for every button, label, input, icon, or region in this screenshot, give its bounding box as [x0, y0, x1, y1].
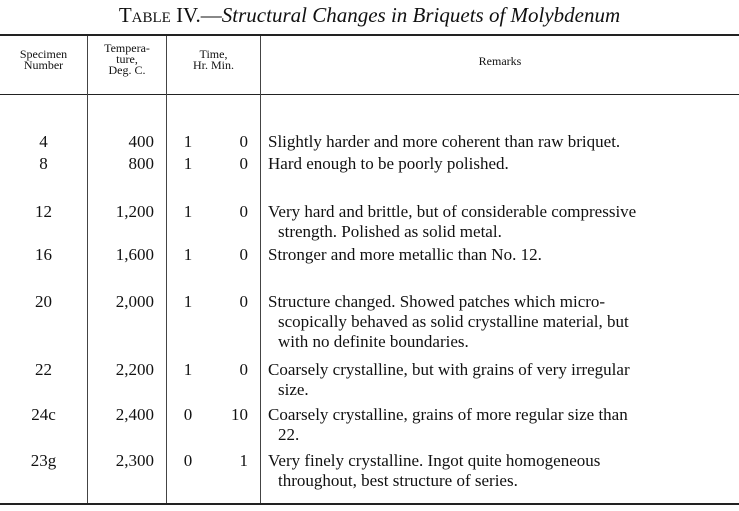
- cell-hours: 1: [183, 245, 193, 264]
- cell-remarks: Stronger and more metallic than No. 12.: [268, 245, 542, 264]
- header-temperature: Tempera- ture, Deg. C.: [104, 41, 150, 77]
- cell-temperature: 1,200: [115, 202, 154, 221]
- cell-specimen: 20: [35, 292, 52, 311]
- cell-hours: 1: [183, 154, 193, 173]
- cell-hours: 1: [183, 292, 193, 311]
- table-title: [0, 3, 739, 28]
- header-remarks: Remarks: [478, 54, 522, 68]
- cell-remarks: Coarsely crystalline, but with grains of very irregular size.: [268, 360, 630, 399]
- cell-remarks: Very finely crystalline. Ingot quite homogeneous throughout, best structure of series.: [268, 451, 601, 490]
- cell-minutes: 0: [239, 154, 248, 173]
- column-divider: [166, 36, 167, 503]
- cell-specimen: 22: [35, 360, 52, 379]
- cell-minutes: 1: [239, 451, 248, 470]
- cell-remarks: Very hard and brittle, but of considerable compressive strength. Polished as solid metal.: [268, 202, 637, 241]
- cell-temperature: 2,200: [115, 360, 154, 379]
- cell-temperature: 1,600: [115, 245, 154, 264]
- cell-remarks: Coarsely crystalline, grains of more regular size than 22.: [268, 405, 628, 444]
- top-rule: [0, 34, 739, 36]
- cell-minutes: 0: [239, 292, 248, 311]
- cell-specimen: 23g: [30, 451, 57, 470]
- cell-temperature: 400: [128, 132, 154, 151]
- cell-minutes: 0: [239, 132, 248, 151]
- cell-specimen: 4: [39, 132, 48, 151]
- column-divider: [260, 36, 261, 503]
- cell-minutes: 10: [231, 405, 248, 424]
- cell-remarks: Slightly harder and more coherent than raw briquet.: [268, 132, 621, 151]
- cell-remarks: Structure changed. Showed patches which micro- scopically behaved as solid crystalline material, but with no definite boundaries.: [268, 292, 629, 351]
- cell-hours: 0: [183, 405, 193, 424]
- table-title-prefix: Table IV.—: [118, 3, 222, 27]
- cell-specimen: 16: [35, 245, 52, 264]
- table-title-text: Structural Changes in Briquets of Molybdenum: [221, 3, 621, 27]
- column-divider: [87, 36, 88, 503]
- cell-temperature: 2,300: [115, 451, 154, 470]
- cell-minutes: 0: [239, 360, 248, 379]
- cell-hours: 1: [183, 202, 193, 221]
- cell-remarks: Hard enough to be poorly polished.: [268, 154, 509, 173]
- cell-hours: 1: [183, 132, 193, 151]
- cell-specimen: 8: [39, 154, 48, 173]
- header-rule: [0, 94, 739, 95]
- cell-minutes: 0: [239, 245, 248, 264]
- cell-hours: 0: [183, 451, 193, 470]
- bottom-rule: [0, 503, 739, 505]
- cell-specimen: 24c: [31, 405, 56, 424]
- cell-specimen: 12: [35, 202, 52, 221]
- cell-temperature: 800: [128, 154, 154, 173]
- cell-temperature: 2,400: [115, 405, 154, 424]
- header-specimen: Specimen Number: [19, 47, 68, 72]
- cell-hours: 1: [183, 360, 193, 379]
- header-time: Time, Hr. Min.: [192, 47, 234, 72]
- cell-minutes: 0: [239, 202, 248, 221]
- cell-temperature: 2,000: [115, 292, 154, 311]
